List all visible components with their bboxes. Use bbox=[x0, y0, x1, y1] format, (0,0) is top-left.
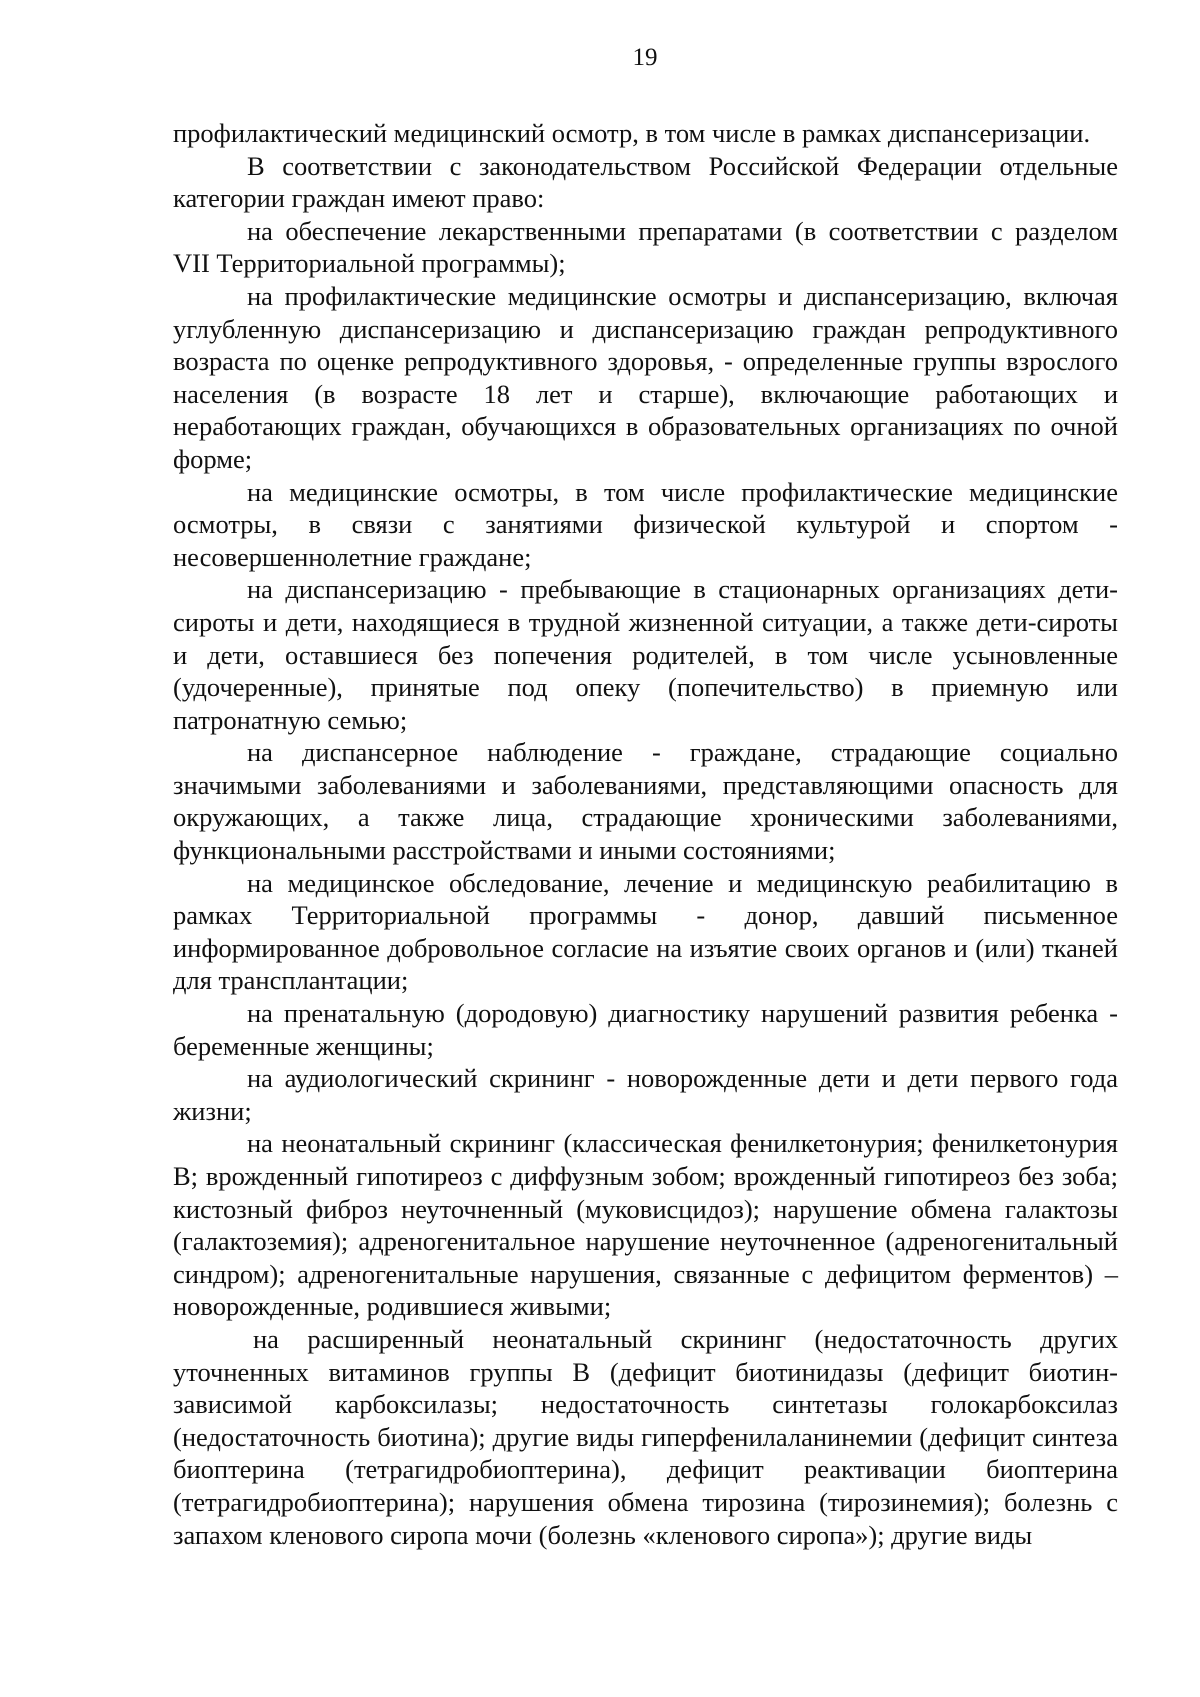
paragraph-continuation: профилактический медицинский осмотр, в том числе в рамках диспансеризации. bbox=[173, 118, 1091, 148]
paragraph-donor: на медицинское обследование, лечение и медицинскую реабилитацию в рамках Территориальной программы - донор, давший письменное информированное добровольное согласие на изъятие своих органов и (или) тканей для трансплантации; bbox=[173, 867, 1118, 996]
paragraph-extended-screening: на расширенный неонатальный скрининг (недостаточность других уточненных витаминов группы B (дефицит биотинидазы (дефицит биотин-зависимой карбоксилазы; недостаточность синтетазы голокарбоксилаз (недостаточность биотина); другие виды гиперфенилаланинемии (дефицит синтеза биоптерина (тетрагидробиоптерина), дефицит реактивации биоптерина (тетрагидробиоптерина); нарушения обмена тирозина (тирозинемия); болезнь с запахом кленового сиропа мочи (болезнь «кленового сиропа»); другие виды bbox=[173, 1323, 1118, 1550]
paragraph-checkups-sport: на медицинские осмотры, в том числе профилактические медицинские осмотры, в связи с занятиями физической культурой и спортом - несовершеннолетние граждане; bbox=[173, 476, 1118, 572]
paragraph-medicines: на обеспечение лекарственными препаратами (в соответствии с разделом VII Территориальной программы); bbox=[173, 215, 1118, 279]
paragraph-neonatal-screening: на неонатальный скрининг (классическая фенилкетонурия; фенилкетонурия B; врожденный гипотиреоз с диффузным зобом; врожденный гипотиреоз без зоба; кистозный фиброз неуточненный (муковисцидоз); нарушение обмена галактозы (галактоземия); адреногенитальное нарушение неуточненное (адреногенитальный синдром); адреногенитальные нарушения, связанные с дефицитом ферментов) – новорожденные, родившиеся живыми; bbox=[173, 1128, 1118, 1322]
page-number: 19 bbox=[632, 44, 658, 71]
paragraph-orphans: на диспансеризацию - пребывающие в стационарных организациях дети-сироты и дети, находящиеся в трудной жизненной ситуации, а также дети-сироты и дети, оставшиеся без попечения родителей, в том числе усыновленные (удочеренные), принятые под опеку (попечительство) в приемную или патронатную семью; bbox=[173, 574, 1118, 735]
paragraph-audiology: на аудиологический скрининг - новорожденные дети и дети первого года жизни; bbox=[173, 1063, 1118, 1126]
paragraph-rights-intro: В соответствии с законодательством Российской Федерации отдельные категории граждан имеют право: bbox=[173, 150, 1118, 214]
paragraph-dispensary-observation: на диспансерное наблюдение - граждане, страдающие социально значимыми заболеваниями и заболеваниями, представляющими опасность для окружающих, а также лица, страдающие хроническими заболеваниями, функциональными расстройствами и иными состояниями; bbox=[173, 737, 1118, 866]
paragraph-prenatal: на пренатальную (дородовую) диагностику нарушений развития ребенка - беременные женщины; bbox=[173, 998, 1118, 1061]
document-body bbox=[173, 117, 1118, 1551]
paragraph-checkups-adults: на профилактические медицинские осмотры и диспансеризацию, включая углубленную диспансеризацию и диспансеризацию граждан репродуктивного возраста по оценке репродуктивного здоровья, - определенные группы взрослого населения (в возрасте 18 лет и старше), включающие работающих и неработающих граждан, обучающихся в образовательных организациях по очной форме; bbox=[173, 280, 1118, 474]
